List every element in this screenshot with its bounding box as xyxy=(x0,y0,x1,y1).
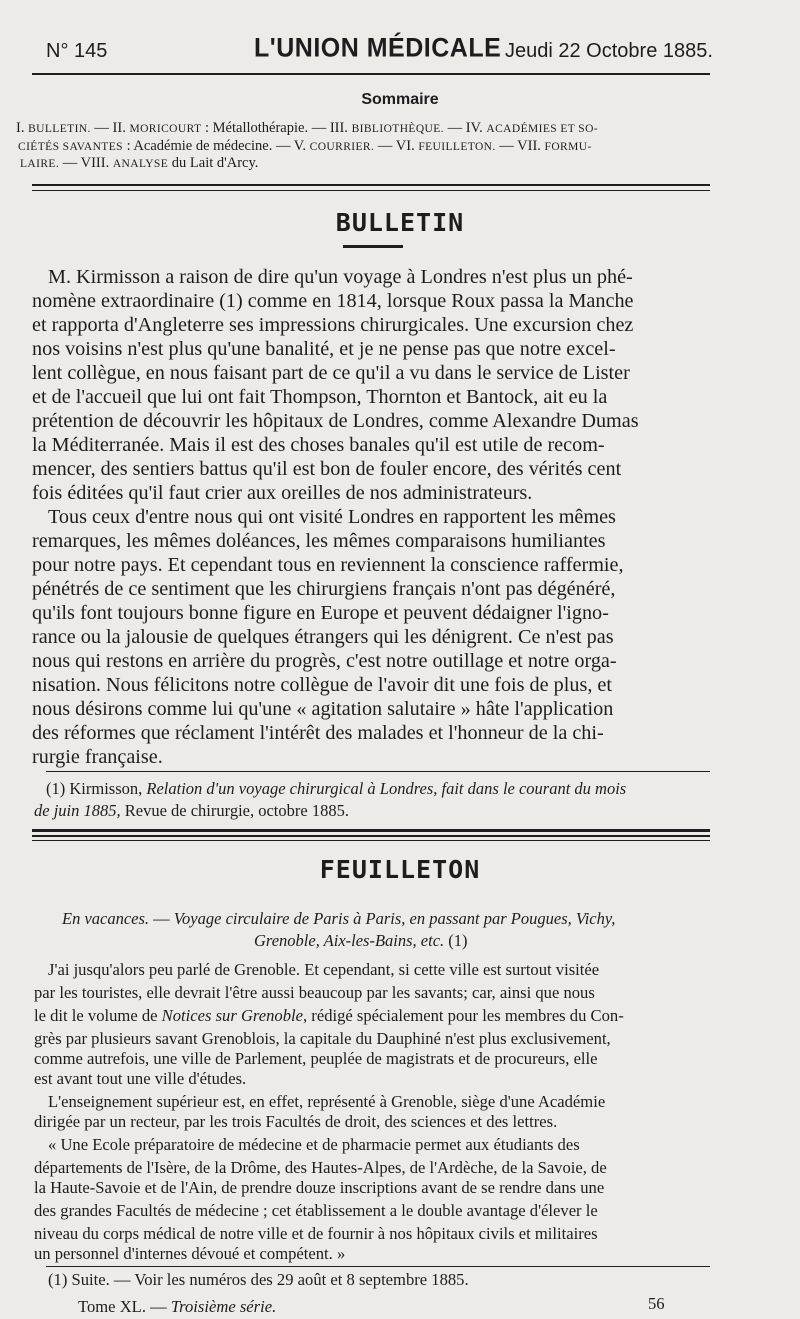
feuilleton-line: J'ai jusqu'alors peu parlé de Grenoble. Et cependant, si cette ville est surtout visitée xyxy=(48,960,600,979)
sommaire-line-2: CIÉTÉS SAVANTES : Académie de médecine. — V. COURRIER. — VI. FEUILLETON. — VII. FORMU- xyxy=(18,138,592,154)
feuilleton-line: dirigée par un recteur, par les trois Facultés de droit, des sciences et des lettres. xyxy=(34,1112,558,1131)
section-divider-1 xyxy=(32,829,710,832)
journal-title: L'UNION MÉDICALE xyxy=(254,32,502,64)
bulletin-line: nous qui restons en arrière du progrès, c'est notre outillage et notre orga- xyxy=(32,650,617,672)
bulletin-line: rance ou la jalousie de quelques étrangers qui les dénigrent. Ce n'est pas xyxy=(32,626,614,648)
bulletin-line: Tous ceux d'entre nous qui ont visité Londres en rapportent les mêmes xyxy=(48,506,616,528)
feuilleton-line: des grandes Facultés de médecine ; cet établissement a le double avantage d'élever le xyxy=(34,1201,598,1220)
bulletin-line: nous désirons comme lui qu'une « agitation salutaire » hâte l'application xyxy=(32,698,614,720)
feuilleton-line: comme autrefois, une ville de Parlement, peuplée de magistrats et de procureurs, elle xyxy=(34,1049,598,1068)
sommaire-rule-top xyxy=(32,184,710,186)
sommaire-line-1: I. BULLETIN. — II. MORICOURT : Métallothérapie. — III. BIBLIOTHÈQUE. — IV. ACADÉMIES ET SO- xyxy=(16,120,599,136)
feuilleton-line: grès par plusieurs savant Grenoblois, la capitale du Dauphiné n'est plus exclusivement, xyxy=(34,1029,611,1048)
section-divider-2 xyxy=(32,835,710,837)
page-number: 56 xyxy=(648,1294,665,1313)
bulletin-note-rule xyxy=(46,771,710,772)
bulletin-line: mencer, des sentiers battus qu'il est bon de fouler encore, des vérités cent xyxy=(32,458,622,480)
bulletin-line: qu'ils font toujours bonne figure en Europe et peuvent dédaigner l'igno- xyxy=(32,602,609,624)
sommaire-title: Sommaire xyxy=(361,91,439,108)
issue-date: Jeudi 22 Octobre 1885. xyxy=(505,40,713,62)
feuilleton-line: par les touristes, elle devrait l'être aussi beaucoup par les savants; car, ainsi que nous xyxy=(34,983,595,1002)
feuilleton-line: niveau du corps médical de notre ville et de fournir à nos hôpitaux civils et militaires xyxy=(34,1224,598,1243)
sommaire-line-3: LAIRE. — VIII. ANALYSE du Lait d'Arcy. xyxy=(20,155,259,171)
bulletin-footnote-line-2: de juin 1885, Revue de chirurgie, octobre 1885. xyxy=(34,801,349,820)
issue-number: N° 145 xyxy=(46,40,108,62)
bulletin-line: fois éditées qu'il faut crier aux oreilles de nos administrateurs. xyxy=(32,482,533,504)
bulletin-line: et rapporta d'Angleterre ses impressions chirurgicales. Une excursion chez xyxy=(32,314,634,336)
bulletin-line: remarques, les mêmes doléances, les mêmes comparaisons humiliantes xyxy=(32,530,606,552)
bulletin-line: des réformes que réclament l'intérêt des malades et l'honneur de la chi- xyxy=(32,722,604,744)
feuilleton-line: la Haute-Savoie et de l'Ain, de prendre douze inscriptions avant de se rendre dans une xyxy=(34,1178,605,1197)
bulletin-line: pénétrés de ce sentiment que les chirurgiens français n'ont pas dégénéré, xyxy=(32,578,616,600)
feuilleton-line: un personnel d'internes dévoué et compétent. » xyxy=(34,1244,346,1263)
feuilleton-line: est avant tout une ville d'études. xyxy=(34,1069,247,1088)
bulletin-title-underline xyxy=(343,245,403,248)
header-rule xyxy=(32,73,710,75)
tome-label: Tome XL. — Troisième série. xyxy=(78,1297,277,1316)
bulletin-line: et de l'accueil que lui ont fait Thompson, Thornton et Bantock, ait eu la xyxy=(32,386,608,408)
feuilleton-subtitle-2: Grenoble, Aix-les-Bains, etc. (1) xyxy=(254,931,468,950)
bulletin-line: nisation. Nous félicitons notre collègue de l'avoir dit une fois de plus, et xyxy=(32,674,612,696)
bulletin-title: BULLETIN xyxy=(335,208,465,237)
bulletin-footnote-line-1: (1) Kirmisson, Relation d'un voyage chirurgical à Londres, fait dans le courant du mois xyxy=(46,779,627,798)
feuilleton-line: « Une Ecole préparatoire de médecine et de pharmacie permet aux étudiants des xyxy=(48,1135,580,1154)
bulletin-line: rurgie française. xyxy=(32,746,163,768)
sommaire-rule-bottom xyxy=(32,190,710,191)
feuilleton-note-rule xyxy=(46,1266,710,1267)
bulletin-line: prétention de découvrir les hôpitaux de Londres, comme Alexandre Dumas xyxy=(32,410,639,432)
bulletin-line: M. Kirmisson a raison de dire qu'un voyage à Londres n'est plus un phé- xyxy=(48,266,633,288)
feuilleton-line: le dit le volume de Notices sur Grenoble, rédigé spécialement pour les membres du Con- xyxy=(34,1006,624,1025)
feuilleton-footnote: (1) Suite. — Voir les numéros des 29 août et 8 septembre 1885. xyxy=(48,1270,469,1289)
bulletin-line: pour notre pays. Et cependant tous en reviennent la conscience raffermie, xyxy=(32,554,624,576)
bulletin-line: lent collègue, en nous faisant part de ce qu'il a vu dans le service de Lister xyxy=(32,362,630,384)
bulletin-line: nomène extraordinaire (1) comme en 1814, lorsque Roux passa la Manche xyxy=(32,290,634,312)
bulletin-line: la Méditerranée. Mais il est des choses banales qu'il est utile de recom- xyxy=(32,434,605,456)
feuilleton-line: départements de l'Isère, de la Drôme, des Hautes-Alpes, de l'Ardèche, de la Savoie, de xyxy=(34,1158,607,1177)
bulletin-line: nos voisins n'est plus qu'une banalité, et je ne pense pas que notre excel- xyxy=(32,338,616,360)
feuilleton-subtitle-1: En vacances. — Voyage circulaire de Paris à Paris, en passant par Pougues, Vichy, xyxy=(62,909,616,928)
section-divider-3 xyxy=(32,840,710,841)
feuilleton-line: L'enseignement supérieur est, en effet, représenté à Grenoble, siège d'une Académie xyxy=(48,1092,606,1111)
feuilleton-title: FEUILLETON xyxy=(319,855,481,884)
